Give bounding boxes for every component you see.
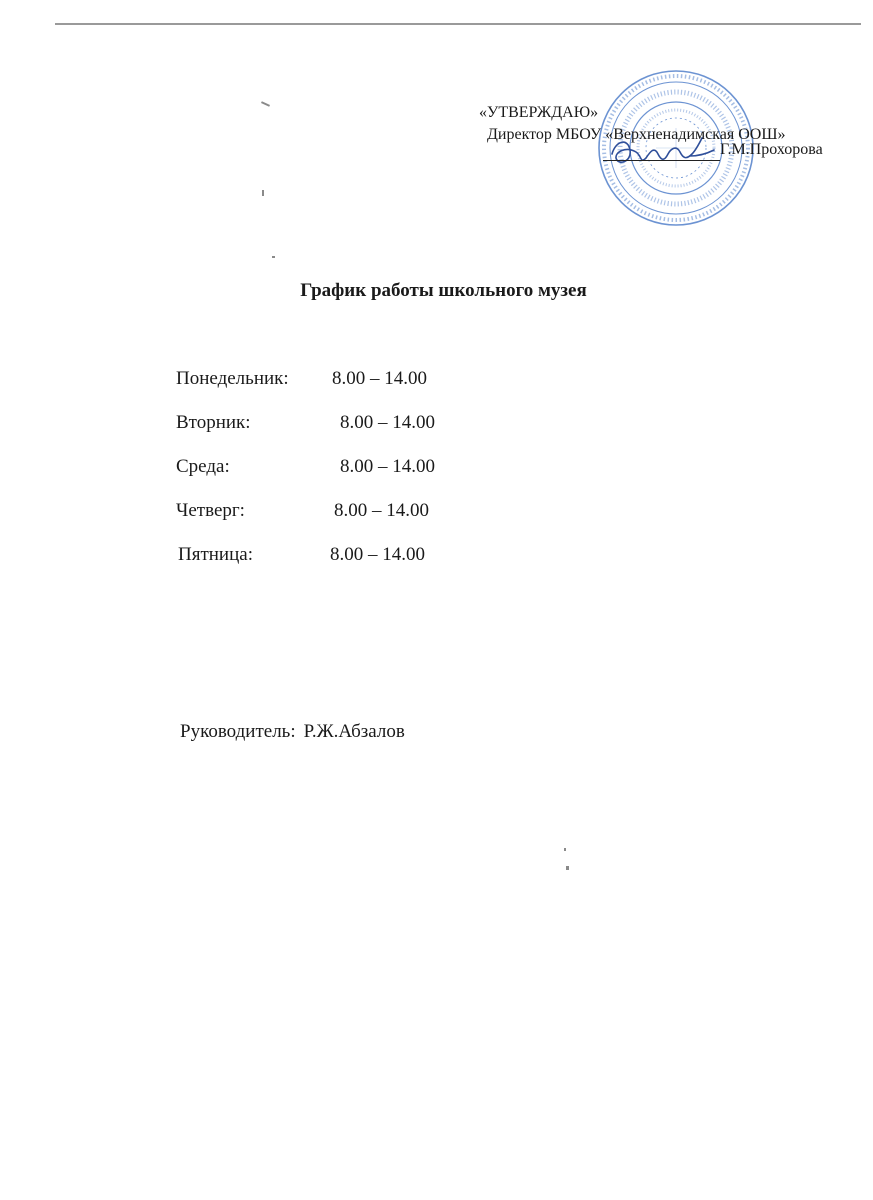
leader-label: Руководитель: bbox=[180, 721, 296, 742]
day-label: Понедельник: bbox=[176, 368, 289, 389]
director-title: Директор МБОУ «Верхненадимская ООШ» bbox=[487, 126, 786, 143]
scan-speck bbox=[564, 848, 566, 851]
signatory-name: Г.М.Прохорова bbox=[720, 141, 823, 158]
approval-block bbox=[0, 0, 873, 260]
hours-value: 8.00 – 14.00 bbox=[334, 500, 429, 521]
document-title: График работы школьного музея bbox=[300, 280, 587, 301]
day-label: Пятница: bbox=[178, 544, 253, 565]
approval-heading: «УТВЕРЖДАЮ» bbox=[479, 104, 599, 121]
hours-value: 8.00 – 14.00 bbox=[332, 368, 427, 389]
day-label: Вторник: bbox=[176, 412, 251, 433]
day-label: Среда: bbox=[176, 456, 230, 477]
hours-value: 8.00 – 14.00 bbox=[340, 456, 435, 477]
scan-speck bbox=[566, 866, 569, 870]
hours-value: 8.00 – 14.00 bbox=[340, 412, 435, 433]
hours-value: 8.00 – 14.00 bbox=[330, 544, 425, 565]
signature-line bbox=[603, 160, 720, 161]
museum-leader bbox=[180, 721, 405, 743]
leader-name: Р.Ж.Абзалов bbox=[303, 721, 405, 742]
day-label: Четверг: bbox=[176, 500, 245, 521]
